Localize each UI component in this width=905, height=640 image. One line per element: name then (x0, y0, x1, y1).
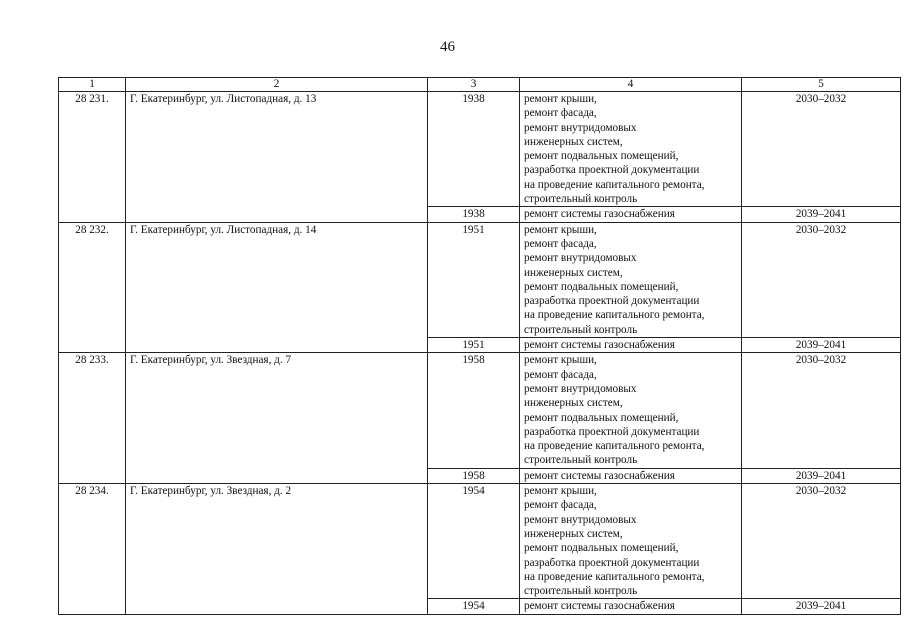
work-item: ремонт фасада, (524, 499, 597, 512)
building-address: Г. Екатеринбург, ул. Звездная, д. 7 (126, 353, 428, 484)
table-row (59, 92, 901, 207)
work-item: разработка проектной документации (524, 164, 700, 177)
work-item: ремонт подвальных помещений, (524, 150, 679, 163)
work-item: на проведение капитального ремонта, (524, 178, 705, 191)
work-item: разработка проектной документации (524, 295, 700, 308)
gas-work: ремонт системы газоснабжения (520, 468, 742, 483)
works-list (520, 353, 742, 468)
work-item: ремонт внутридомовых (524, 382, 637, 395)
work-item: инженерных систем, (524, 397, 623, 410)
work-item: ремонт фасада, (524, 107, 597, 120)
work-item: инженерных систем, (524, 266, 623, 279)
works-list (520, 484, 742, 599)
page-number: 46 (440, 39, 455, 55)
gas-work: ремонт системы газоснабжения (520, 599, 742, 614)
column-header-1: 1 (59, 78, 126, 92)
row-number: 28 234. (59, 484, 126, 615)
construction-year: 1954 (428, 599, 520, 614)
column-header-3: 3 (428, 78, 520, 92)
work-item: строительный контроль (524, 193, 638, 206)
work-item: ремонт подвальных помещений, (524, 280, 679, 293)
works-list (520, 92, 742, 207)
work-item: ремонт крыши, (524, 223, 597, 236)
work-item: строительный контроль (524, 585, 638, 598)
work-item: ремонт внутридомовых (524, 252, 637, 265)
work-item: на проведение капитального ремонта, (524, 440, 705, 453)
building-address: Г. Екатеринбург, ул. Звездная, д. 2 (126, 484, 428, 615)
work-item: ремонт подвальных помещений, (524, 411, 679, 424)
gas-work: ремонт системы газоснабжения (520, 207, 742, 222)
work-item: ремонт фасада, (524, 368, 597, 381)
column-header-4: 4 (520, 78, 742, 92)
table-row (59, 222, 901, 337)
repair-period: 2039–2041 (742, 338, 901, 353)
work-item: ремонт фасада, (524, 237, 597, 250)
construction-year: 1951 (428, 222, 520, 337)
construction-year: 1954 (428, 484, 520, 599)
work-item: ремонт внутридомовых (524, 121, 637, 134)
work-item: инженерных систем, (524, 527, 623, 540)
work-item: ремонт внутридомовых (524, 513, 637, 526)
work-item: ремонт крыши, (524, 354, 597, 367)
construction-year: 1938 (428, 92, 520, 207)
construction-year: 1958 (428, 353, 520, 468)
building-address: Г. Екатеринбург, ул. Листопадная, д. 13 (126, 92, 428, 223)
work-item: строительный контроль (524, 454, 638, 467)
work-item: строительный контроль (524, 323, 638, 336)
work-item: разработка проектной документации (524, 556, 700, 569)
column-header-5: 5 (742, 78, 901, 92)
work-item: разработка проектной документации (524, 425, 700, 438)
work-item: ремонт крыши, (524, 485, 597, 498)
row-number: 28 233. (59, 353, 126, 484)
construction-year: 1951 (428, 338, 520, 353)
repair-schedule-table (58, 77, 901, 615)
table-row (59, 353, 901, 468)
table-body (59, 92, 901, 615)
table-row (59, 484, 901, 599)
repair-period: 2039–2041 (742, 599, 901, 614)
work-item: на проведение капитального ремонта, (524, 309, 705, 322)
building-address: Г. Екатеринбург, ул. Листопадная, д. 14 (126, 222, 428, 353)
work-item: на проведение капитального ремонта, (524, 570, 705, 583)
repair-period: 2039–2041 (742, 207, 901, 222)
column-header-2: 2 (126, 78, 428, 92)
repair-period: 2030–2032 (742, 484, 901, 599)
repair-period: 2030–2032 (742, 222, 901, 337)
work-item: ремонт крыши, (524, 93, 597, 105)
construction-year: 1938 (428, 207, 520, 222)
repair-period: 2030–2032 (742, 353, 901, 468)
works-list (520, 222, 742, 337)
column-number-row (59, 78, 901, 92)
row-number: 28 231. (59, 92, 126, 223)
work-item: инженерных систем, (524, 135, 623, 148)
construction-year: 1958 (428, 468, 520, 483)
gas-work: ремонт системы газоснабжения (520, 338, 742, 353)
repair-period: 2039–2041 (742, 468, 901, 483)
work-item: ремонт подвальных помещений, (524, 542, 679, 555)
row-number: 28 232. (59, 222, 126, 353)
repair-period: 2030–2032 (742, 92, 901, 207)
